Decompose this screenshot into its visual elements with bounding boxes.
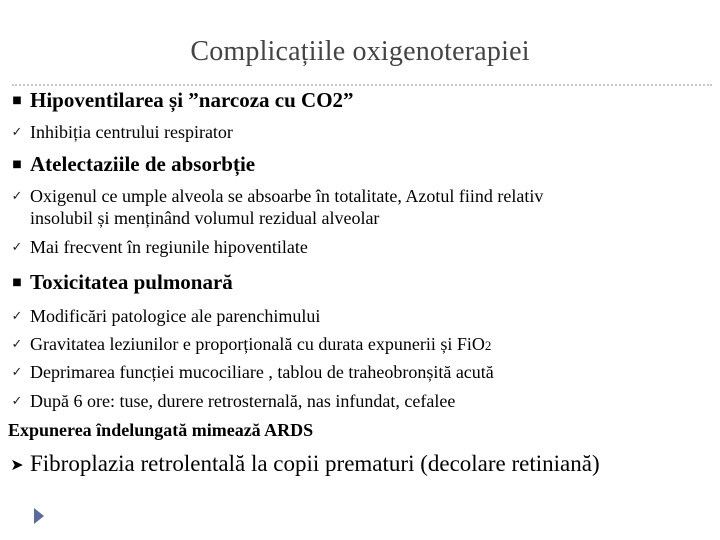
square-bullet-icon: ■: [12, 159, 22, 170]
list-item-text: Inhibiția centrului respirator: [30, 122, 233, 142]
checkmark-icon: ✓: [11, 337, 23, 352]
list-item-text: După 6 ore: tuse, durere retrosternală, nas infundat, cefalee: [30, 391, 456, 411]
square-bullet-icon: ■: [12, 95, 22, 106]
checkmark-icon: ✓: [11, 365, 23, 380]
title-divider: [12, 84, 712, 87]
list-item-text: Oxigenul ce umple alveola se absoarbe în totalitate, Azotul fiind relativ: [30, 186, 544, 206]
heading-text: Toxicitatea pulmonară: [30, 270, 233, 294]
list-item-text: Modificări patologice ale parenchimului: [30, 306, 321, 326]
checkmark-icon: ✓: [11, 309, 23, 324]
list-item-text-o: O: [471, 334, 485, 354]
next-slide-arrow-icon[interactable]: [34, 508, 44, 524]
arrow-bullet-icon: ➤: [10, 455, 24, 474]
list-item-text: [30, 334, 491, 355]
heading-text: Atelectaziile de absorbție: [30, 152, 256, 176]
arrow-list-item-text: Fibroplazia retrolentală la copii prematuri (decolare retiniană): [30, 451, 600, 476]
emphasis-line: Expunerea îndelungată mimează ARDS: [8, 420, 314, 440]
square-bullet-icon: ■: [12, 277, 22, 288]
list-item-text: Deprimarea funcției mucociliare , tablou de traheobronșită acută: [30, 362, 494, 382]
list-item-text-main: Gravitatea leziunilor e proporțională cu durata expunerii și Fi: [30, 334, 472, 354]
checkmark-icon: ✓: [11, 240, 23, 255]
list-item-text: insolubil și menținând volumul rezidual alveolar: [30, 208, 380, 228]
slide-title: Complicațiile oxigenoterapiei: [190, 36, 530, 67]
checkmark-icon: ✓: [11, 394, 23, 409]
checkmark-icon: ✓: [11, 125, 23, 140]
checkmark-icon: ✓: [11, 189, 23, 204]
list-item-text-subscript: 2: [484, 338, 492, 353]
list-item-text: Mai frecvent în regiunile hipoventilate: [30, 237, 308, 257]
heading-text: Hipoventilarea și ”narcoza cu CO2”: [30, 88, 354, 112]
